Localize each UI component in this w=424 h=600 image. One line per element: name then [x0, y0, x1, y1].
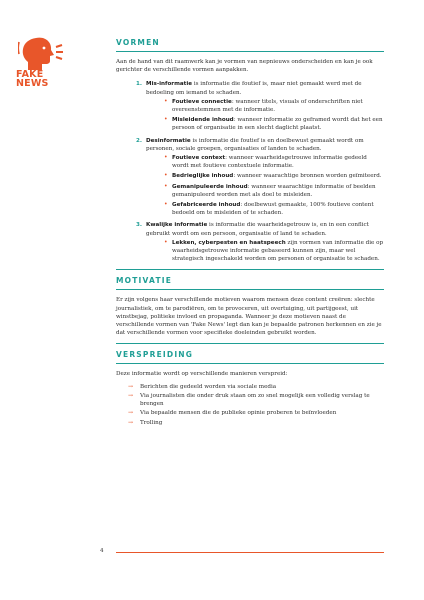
footer-divider	[116, 552, 384, 553]
sub-description: : wanneer waarachtige bronnen worden geïmiteerd.	[233, 173, 382, 180]
main-content	[116, 36, 384, 433]
list-item-text: Berichten die gedeeld worden via sociale media	[140, 383, 277, 390]
arrow-right-icon: →	[128, 418, 134, 426]
list-number: 2.	[136, 137, 143, 144]
list-item	[128, 409, 384, 417]
list-item	[128, 382, 384, 391]
section-title-vormen: VORMEN	[116, 36, 384, 52]
verspreiding-intro: Deze informatie wordt op verschillende manieren verspreid:	[116, 371, 288, 378]
sub-description: : wanneer waarachtige informatie of beelden gemanipuleerd worden met als doel te misleiden.	[172, 183, 376, 198]
list-item-desinformatie	[136, 137, 384, 218]
sub-list	[146, 239, 384, 264]
sub-description: : wanneer informatie zo geframed wordt dat het een persoon of organisatie in een slecht daglicht plaatst.	[172, 117, 383, 132]
sub-description: zijn vormen van informatie die op waarheidsgetrouwe informatie gebaseerd kunnen zijn, maar wel strategisch ingeschakeld worden om personen of organisatie te schaden.	[172, 239, 384, 263]
sub-term: Misleidende inhoud	[172, 117, 234, 124]
sub-description: : doelbewust gemaakte, 100% foutieve content bedoeld om te misleiden of te schaden.	[172, 202, 374, 217]
list-item	[128, 391, 384, 408]
section-motivatie	[116, 269, 384, 337]
term-description: is informatie die foutief is en doelbewust gemaakt wordt om personen, sociale groepen, organisaties of landen te schaden.	[146, 137, 364, 152]
sub-term: Lekken, cyberpesten en haatspeech	[172, 239, 286, 246]
section-title-verspreiding: VERSPREIDING	[116, 343, 384, 364]
sub-item	[172, 154, 384, 170]
motivatie-text: Er zijn volgens haar verschillende motieven waarom mensen deze content creëren: slechte journalistiek, om te parodiëren, om te provoceren, uit overtuiging, uit partijgeest, uit winstbejag, politieke invloed en propaganda. Wanneer je deze motieven naast de verschillende vormen van 'Fake News' legt dan kan je bepaalde patronen herkennen en zie je dat verschillende vormen voor specifieke doeleinden gebruikt worden.	[116, 297, 382, 337]
sub-item	[172, 116, 384, 132]
sub-item	[172, 98, 384, 114]
sub-item	[172, 183, 384, 199]
list-item-text: Via bepaalde mensen die de publieke opinie proberen te beïnvloeden	[140, 410, 337, 417]
list-item-text: Via journalisten die onder druk staan om zo snel mogelijk een volledig verslag te brengen	[140, 392, 370, 408]
sub-list	[146, 154, 384, 217]
page-number: 4	[100, 548, 104, 554]
vormen-list	[116, 80, 384, 263]
section-verspreiding	[116, 343, 384, 426]
sub-term: Gemanipuleerde inhoud	[172, 183, 248, 190]
term: Desinformatie	[146, 137, 191, 144]
logo-text: FAKE NEWS	[16, 69, 49, 89]
verspreiding-list	[116, 383, 384, 427]
arrow-right-icon: →	[128, 382, 134, 390]
list-item-text: Trolling	[140, 419, 163, 426]
sub-item	[172, 172, 384, 180]
sub-term: Foutieve connectie	[172, 98, 232, 105]
section-title-motivatie: MOTIVATIE	[116, 269, 384, 290]
term: Mis-informatie	[146, 81, 193, 88]
list-number: 3.	[136, 222, 143, 229]
section-vormen	[116, 36, 384, 263]
sub-term: Foutieve context	[172, 155, 226, 162]
sub-description: : wanneer waarheidsgetrouwe informatie gedeeld wordt met foutieve contextuele informatie.	[172, 155, 367, 170]
list-item-kwalijke-informatie	[136, 221, 384, 263]
list-number: 1.	[136, 81, 143, 88]
term-description: is informatie die foutief is, maar niet gemaakt werd met de bedoeling om iemand te schaden.	[146, 81, 362, 96]
term-description: is informatie die waarheidsgetrouw is, en in een conflict gebruikt wordt om een persoon, organisatie of land te schaden.	[146, 222, 369, 237]
sub-item	[172, 239, 384, 264]
sub-term: Bedrieglijke inhoud	[172, 173, 234, 180]
arrow-right-icon: →	[128, 409, 134, 417]
speaking-head-icon	[18, 36, 64, 70]
sub-description: : wanneer titels, visuals of onderschriften niet overeenstemmen met de informatie.	[172, 98, 363, 114]
sub-item	[172, 201, 384, 217]
list-item-misinformatie	[136, 80, 384, 132]
list-item	[128, 418, 384, 427]
arrow-right-icon: →	[128, 391, 134, 399]
term: Kwalijke informatie	[146, 222, 208, 229]
sub-list	[146, 98, 384, 133]
vormen-intro: Aan de hand van dit raamwerk kan je vormen van nepnieuws onderscheiden en kan je ook gerichter de verschillende vormen aanpakken.	[116, 59, 373, 74]
fake-news-logo	[12, 36, 76, 92]
sub-term: Gefabriceerde inhoud	[172, 202, 241, 209]
